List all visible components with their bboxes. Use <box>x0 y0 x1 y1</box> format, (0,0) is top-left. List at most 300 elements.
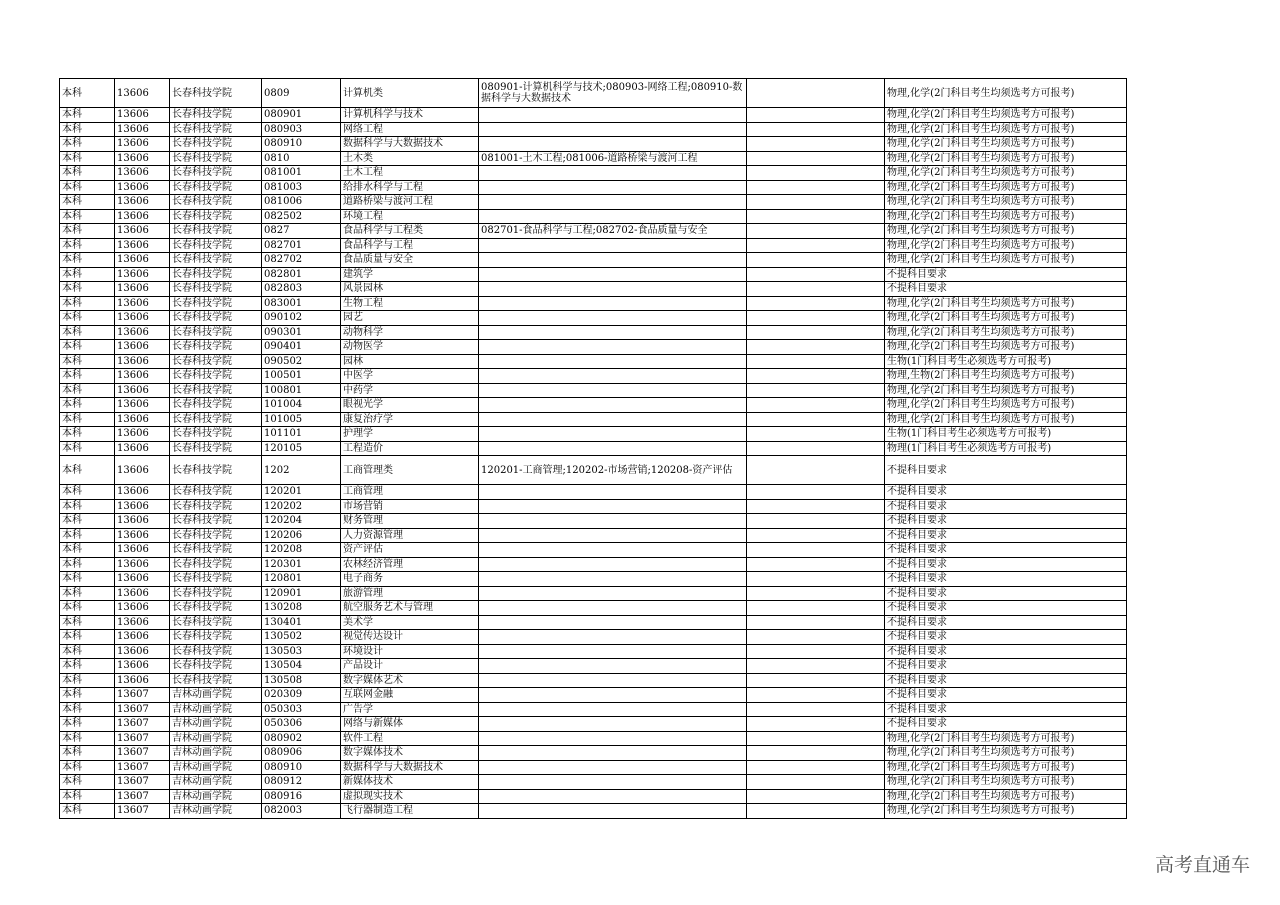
blank-cell <box>747 311 885 326</box>
table-row <box>60 369 1127 384</box>
school-name-cell: 长春科技学院 <box>170 238 262 253</box>
major-name-cell: 航空服务艺术与管理 <box>341 601 479 616</box>
level-cell: 本科 <box>60 398 115 413</box>
major-code-cell: 100801 <box>262 383 341 398</box>
school-name-cell: 吉林动画学院 <box>170 760 262 775</box>
blank-cell <box>747 296 885 311</box>
school-code-cell: 13606 <box>115 195 170 210</box>
major-code-cell: 081003 <box>262 180 341 195</box>
school-name-cell: 长春科技学院 <box>170 267 262 282</box>
major-code-cell: 080903 <box>262 122 341 137</box>
school-code-cell: 13606 <box>115 224 170 239</box>
school-code-cell: 13606 <box>115 325 170 340</box>
school-code-cell: 13606 <box>115 557 170 572</box>
school-name-cell: 长春科技学院 <box>170 528 262 543</box>
blank-cell <box>747 267 885 282</box>
blank-cell <box>747 789 885 804</box>
school-code-cell: 13606 <box>115 572 170 587</box>
school-name-cell: 长春科技学院 <box>170 601 262 616</box>
level-cell: 本科 <box>60 340 115 355</box>
school-code-cell: 13606 <box>115 151 170 166</box>
school-name-cell: 吉林动画学院 <box>170 775 262 790</box>
included-majors-cell <box>479 137 747 152</box>
subject-requirement-cell: 物理,化学(2门科目考生均须选考方可报考) <box>885 746 1127 761</box>
school-name-cell: 长春科技学院 <box>170 427 262 442</box>
blank-cell <box>747 122 885 137</box>
school-code-cell: 13606 <box>115 673 170 688</box>
subject-requirement-cell: 物理,化学(2门科目考生均须选考方可报考) <box>885 731 1127 746</box>
table-row <box>60 775 1127 790</box>
major-name-cell: 网络与新媒体 <box>341 717 479 732</box>
subject-requirement-cell: 不提科目要求 <box>885 688 1127 703</box>
included-majors-cell <box>479 369 747 384</box>
included-majors-cell <box>479 615 747 630</box>
school-code-cell: 13606 <box>115 209 170 224</box>
blank-cell <box>747 659 885 674</box>
blank-cell <box>747 224 885 239</box>
school-name-cell: 吉林动画学院 <box>170 702 262 717</box>
table-row <box>60 325 1127 340</box>
school-code-cell: 13606 <box>115 398 170 413</box>
table-row <box>60 601 1127 616</box>
table-row <box>60 789 1127 804</box>
level-cell: 本科 <box>60 238 115 253</box>
major-name-cell: 风景园林 <box>341 282 479 297</box>
major-name-cell: 园艺 <box>341 311 479 326</box>
subject-requirement-cell: 不提科目要求 <box>885 615 1127 630</box>
blank-cell <box>747 325 885 340</box>
included-majors-cell <box>479 485 747 500</box>
table-row <box>60 659 1127 674</box>
included-majors-cell <box>479 238 747 253</box>
school-code-cell: 13606 <box>115 282 170 297</box>
level-cell: 本科 <box>60 180 115 195</box>
included-majors-cell <box>479 340 747 355</box>
table-row <box>60 79 1127 108</box>
major-name-cell: 数字媒体技术 <box>341 746 479 761</box>
subject-requirement-cell: 不提科目要求 <box>885 673 1127 688</box>
major-name-cell: 人力资源管理 <box>341 528 479 543</box>
school-name-cell: 长春科技学院 <box>170 166 262 181</box>
blank-cell <box>747 79 885 108</box>
major-name-cell: 市场营销 <box>341 499 479 514</box>
included-majors-cell <box>479 789 747 804</box>
major-code-cell: 0810 <box>262 151 341 166</box>
school-code-cell: 13606 <box>115 630 170 645</box>
included-majors-cell <box>479 528 747 543</box>
blank-cell <box>747 209 885 224</box>
major-code-cell: 130503 <box>262 644 341 659</box>
subject-requirement-cell: 物理,化学(2门科目考生均须选考方可报考) <box>885 775 1127 790</box>
table-row <box>60 296 1127 311</box>
major-name-cell: 中医学 <box>341 369 479 384</box>
major-code-cell: 081006 <box>262 195 341 210</box>
level-cell: 本科 <box>60 731 115 746</box>
major-name-cell: 动物科学 <box>341 325 479 340</box>
table-row <box>60 630 1127 645</box>
school-name-cell: 长春科技学院 <box>170 412 262 427</box>
subject-requirement-cell: 不提科目要求 <box>885 543 1127 558</box>
level-cell: 本科 <box>60 528 115 543</box>
school-name-cell: 吉林动画学院 <box>170 804 262 819</box>
level-cell: 本科 <box>60 557 115 572</box>
major-code-cell: 082801 <box>262 267 341 282</box>
major-name-cell: 软件工程 <box>341 731 479 746</box>
subject-requirement-cell: 物理,化学(2门科目考生均须选考方可报考) <box>885 180 1127 195</box>
blank-cell <box>747 456 885 485</box>
table-row <box>60 441 1127 456</box>
major-name-cell: 环境设计 <box>341 644 479 659</box>
major-code-cell: 100501 <box>262 369 341 384</box>
table-row <box>60 804 1127 819</box>
major-code-cell: 082003 <box>262 804 341 819</box>
table-row <box>60 543 1127 558</box>
major-name-cell: 产品设计 <box>341 659 479 674</box>
subject-requirement-cell: 物理,化学(2门科目考生均须选考方可报考) <box>885 340 1127 355</box>
level-cell: 本科 <box>60 760 115 775</box>
table-row <box>60 238 1127 253</box>
included-majors-cell <box>479 166 747 181</box>
school-code-cell: 13606 <box>115 644 170 659</box>
blank-cell <box>747 383 885 398</box>
blank-cell <box>747 731 885 746</box>
level-cell: 本科 <box>60 746 115 761</box>
included-majors-cell <box>479 572 747 587</box>
school-name-cell: 长春科技学院 <box>170 340 262 355</box>
blank-cell <box>747 702 885 717</box>
table-row <box>60 151 1127 166</box>
major-name-cell: 视觉传达设计 <box>341 630 479 645</box>
major-code-cell: 101005 <box>262 412 341 427</box>
table-row <box>60 557 1127 572</box>
major-code-cell: 082702 <box>262 253 341 268</box>
major-name-cell: 财务管理 <box>341 514 479 529</box>
level-cell: 本科 <box>60 79 115 108</box>
major-name-cell: 中药学 <box>341 383 479 398</box>
table-row <box>60 702 1127 717</box>
blank-cell <box>747 369 885 384</box>
included-majors-cell <box>479 311 747 326</box>
major-code-cell: 082803 <box>262 282 341 297</box>
major-code-cell: 120201 <box>262 485 341 500</box>
school-code-cell: 13606 <box>115 615 170 630</box>
level-cell: 本科 <box>60 253 115 268</box>
table-row <box>60 122 1127 137</box>
table-row <box>60 528 1127 543</box>
blank-cell <box>747 601 885 616</box>
included-majors-cell: 120201-工商管理;120202-市场营销;120208-资产评估 <box>479 456 747 485</box>
school-name-cell: 长春科技学院 <box>170 354 262 369</box>
subject-requirement-cell: 不提科目要求 <box>885 267 1127 282</box>
school-name-cell: 长春科技学院 <box>170 615 262 630</box>
school-code-cell: 13606 <box>115 514 170 529</box>
subject-requirement-cell: 不提科目要求 <box>885 717 1127 732</box>
level-cell: 本科 <box>60 514 115 529</box>
school-code-cell: 13607 <box>115 760 170 775</box>
included-majors-cell <box>479 282 747 297</box>
school-code-cell: 13606 <box>115 499 170 514</box>
subject-requirement-cell: 物理,生物(2门科目考生均须选考方可报考) <box>885 369 1127 384</box>
subject-requirement-cell: 物理,化学(2门科目考生均须选考方可报考) <box>885 804 1127 819</box>
school-code-cell: 13606 <box>115 296 170 311</box>
included-majors-cell <box>479 354 747 369</box>
blank-cell <box>747 630 885 645</box>
school-code-cell: 13606 <box>115 601 170 616</box>
included-majors-cell <box>479 514 747 529</box>
table-row <box>60 586 1127 601</box>
major-code-cell: 130508 <box>262 673 341 688</box>
major-name-cell: 飞行器制造工程 <box>341 804 479 819</box>
level-cell: 本科 <box>60 543 115 558</box>
school-code-cell: 13607 <box>115 746 170 761</box>
level-cell: 本科 <box>60 209 115 224</box>
blank-cell <box>747 717 885 732</box>
school-name-cell: 长春科技学院 <box>170 659 262 674</box>
major-code-cell: 050306 <box>262 717 341 732</box>
major-name-cell: 互联网金融 <box>341 688 479 703</box>
school-name-cell: 长春科技学院 <box>170 195 262 210</box>
blank-cell <box>747 282 885 297</box>
subject-requirement-cell: 物理,化学(2门科目考生均须选考方可报考) <box>885 195 1127 210</box>
blank-cell <box>747 108 885 123</box>
subject-requirement-cell: 不提科目要求 <box>885 644 1127 659</box>
school-name-cell: 长春科技学院 <box>170 108 262 123</box>
subject-requirement-cell: 物理,化学(2门科目考生均须选考方可报考) <box>885 209 1127 224</box>
subject-requirement-cell: 物理,化学(2门科目考生均须选考方可报考) <box>885 325 1127 340</box>
major-code-cell: 090401 <box>262 340 341 355</box>
included-majors-cell <box>479 195 747 210</box>
school-code-cell: 13606 <box>115 267 170 282</box>
included-majors-cell <box>479 804 747 819</box>
subject-requirement-cell: 不提科目要求 <box>885 499 1127 514</box>
blank-cell <box>747 253 885 268</box>
blank-cell <box>747 760 885 775</box>
subject-requirement-cell: 生物(1门科目考生必须选考方可报考) <box>885 427 1127 442</box>
school-name-cell: 长春科技学院 <box>170 673 262 688</box>
included-majors-cell <box>479 180 747 195</box>
major-code-cell: 120202 <box>262 499 341 514</box>
subject-requirement-cell: 物理,化学(2门科目考生均须选考方可报考) <box>885 760 1127 775</box>
school-name-cell: 长春科技学院 <box>170 79 262 108</box>
school-name-cell: 长春科技学院 <box>170 456 262 485</box>
table-row <box>60 354 1127 369</box>
major-name-cell: 美术学 <box>341 615 479 630</box>
school-name-cell: 长春科技学院 <box>170 586 262 601</box>
included-majors-cell <box>479 775 747 790</box>
major-code-cell: 090301 <box>262 325 341 340</box>
major-name-cell: 给排水科学与工程 <box>341 180 479 195</box>
blank-cell <box>747 412 885 427</box>
school-code-cell: 13606 <box>115 412 170 427</box>
blank-cell <box>747 238 885 253</box>
included-majors-cell <box>479 499 747 514</box>
subject-requirement-cell: 不提科目要求 <box>885 572 1127 587</box>
school-code-cell: 13607 <box>115 717 170 732</box>
major-code-cell: 101101 <box>262 427 341 442</box>
subject-requirement-cell: 不提科目要求 <box>885 485 1127 500</box>
school-code-cell: 13606 <box>115 586 170 601</box>
major-code-cell: 120208 <box>262 543 341 558</box>
major-code-cell: 120901 <box>262 586 341 601</box>
included-majors-cell <box>479 108 747 123</box>
level-cell: 本科 <box>60 166 115 181</box>
major-code-cell: 080902 <box>262 731 341 746</box>
included-majors-cell <box>479 253 747 268</box>
subject-requirement-cell: 不提科目要求 <box>885 282 1127 297</box>
level-cell: 本科 <box>60 354 115 369</box>
level-cell: 本科 <box>60 427 115 442</box>
school-name-cell: 吉林动画学院 <box>170 717 262 732</box>
school-name-cell: 长春科技学院 <box>170 572 262 587</box>
school-code-cell: 13606 <box>115 441 170 456</box>
level-cell: 本科 <box>60 615 115 630</box>
major-code-cell: 080910 <box>262 137 341 152</box>
blank-cell <box>747 485 885 500</box>
included-majors-cell <box>479 760 747 775</box>
blank-cell <box>747 151 885 166</box>
school-code-cell: 13606 <box>115 238 170 253</box>
school-code-cell: 13606 <box>115 166 170 181</box>
major-code-cell: 120206 <box>262 528 341 543</box>
school-code-cell: 13606 <box>115 137 170 152</box>
major-code-cell: 082701 <box>262 238 341 253</box>
blank-cell <box>747 688 885 703</box>
major-name-cell: 土木工程 <box>341 166 479 181</box>
major-name-cell: 数字媒体艺术 <box>341 673 479 688</box>
blank-cell <box>747 514 885 529</box>
school-name-cell: 吉林动画学院 <box>170 746 262 761</box>
included-majors-cell <box>479 267 747 282</box>
table-row <box>60 644 1127 659</box>
major-code-cell: 130502 <box>262 630 341 645</box>
school-code-cell: 13607 <box>115 688 170 703</box>
level-cell: 本科 <box>60 195 115 210</box>
table-row <box>60 166 1127 181</box>
table-row <box>60 180 1127 195</box>
blank-cell <box>747 398 885 413</box>
school-code-cell: 13606 <box>115 108 170 123</box>
major-code-cell: 081001 <box>262 166 341 181</box>
level-cell: 本科 <box>60 775 115 790</box>
major-code-cell: 080906 <box>262 746 341 761</box>
school-code-cell: 13607 <box>115 702 170 717</box>
major-name-cell: 农林经济管理 <box>341 557 479 572</box>
subject-requirement-cell: 不提科目要求 <box>885 659 1127 674</box>
major-name-cell: 计算机类 <box>341 79 479 108</box>
included-majors-cell <box>479 659 747 674</box>
subject-requirement-cell: 物理,化学(2门科目考生均须选考方可报考) <box>885 253 1127 268</box>
school-code-cell: 13606 <box>115 369 170 384</box>
blank-cell <box>747 137 885 152</box>
subject-requirement-cell: 物理,化学(2门科目考生均须选考方可报考) <box>885 224 1127 239</box>
major-code-cell: 1202 <box>262 456 341 485</box>
blank-cell <box>747 528 885 543</box>
school-name-cell: 吉林动画学院 <box>170 688 262 703</box>
major-name-cell: 护理学 <box>341 427 479 442</box>
table-row <box>60 673 1127 688</box>
table-body <box>60 79 1127 819</box>
subject-requirement-cell: 物理,化学(2门科目考生均须选考方可报考) <box>885 108 1127 123</box>
school-code-cell: 13607 <box>115 789 170 804</box>
table-row <box>60 688 1127 703</box>
table-row <box>60 615 1127 630</box>
level-cell: 本科 <box>60 108 115 123</box>
level-cell: 本科 <box>60 717 115 732</box>
blank-cell <box>747 441 885 456</box>
school-name-cell: 吉林动画学院 <box>170 789 262 804</box>
major-code-cell: 120801 <box>262 572 341 587</box>
major-name-cell: 计算机科学与技术 <box>341 108 479 123</box>
school-code-cell: 13606 <box>115 180 170 195</box>
included-majors-cell <box>479 383 747 398</box>
included-majors-cell <box>479 717 747 732</box>
included-majors-cell <box>479 746 747 761</box>
major-code-cell: 080901 <box>262 108 341 123</box>
school-name-cell: 长春科技学院 <box>170 253 262 268</box>
school-name-cell: 长春科技学院 <box>170 311 262 326</box>
blank-cell <box>747 543 885 558</box>
school-name-cell: 长春科技学院 <box>170 543 262 558</box>
included-majors-cell <box>479 543 747 558</box>
school-name-cell: 长春科技学院 <box>170 369 262 384</box>
table-row <box>60 311 1127 326</box>
level-cell: 本科 <box>60 224 115 239</box>
school-name-cell: 吉林动画学院 <box>170 731 262 746</box>
major-code-cell: 090502 <box>262 354 341 369</box>
subject-requirement-cell: 物理,化学(2门科目考生均须选考方可报考) <box>885 151 1127 166</box>
blank-cell <box>747 180 885 195</box>
blank-cell <box>747 775 885 790</box>
major-code-cell: 120105 <box>262 441 341 456</box>
included-majors-cell: 082701-食品科学与工程;082702-食品质量与安全 <box>479 224 747 239</box>
subject-requirement-cell: 不提科目要求 <box>885 514 1127 529</box>
included-majors-cell <box>479 644 747 659</box>
level-cell: 本科 <box>60 702 115 717</box>
school-name-cell: 长春科技学院 <box>170 296 262 311</box>
subject-requirement-cell: 不提科目要求 <box>885 528 1127 543</box>
included-majors-cell: 081001-土木工程;081006-道路桥梁与渡河工程 <box>479 151 747 166</box>
major-code-cell: 080912 <box>262 775 341 790</box>
included-majors-cell <box>479 731 747 746</box>
level-cell: 本科 <box>60 383 115 398</box>
included-majors-cell <box>479 601 747 616</box>
school-code-cell: 13607 <box>115 804 170 819</box>
included-majors-cell: 080901-计算机科学与技术;080903-网络工程;080910-数据科学与大数据技术 <box>479 79 747 108</box>
school-code-cell: 13606 <box>115 427 170 442</box>
level-cell: 本科 <box>60 412 115 427</box>
major-name-cell: 眼视光学 <box>341 398 479 413</box>
school-code-cell: 13606 <box>115 528 170 543</box>
subject-requirement-cell: 不提科目要求 <box>885 586 1127 601</box>
school-name-cell: 长春科技学院 <box>170 209 262 224</box>
major-name-cell: 新媒体技术 <box>341 775 479 790</box>
included-majors-cell <box>479 441 747 456</box>
included-majors-cell <box>479 412 747 427</box>
blank-cell <box>747 586 885 601</box>
blank-cell <box>747 427 885 442</box>
blank-cell <box>747 499 885 514</box>
table-row <box>60 427 1127 442</box>
subject-requirement-cell: 物理,化学(2门科目考生均须选考方可报考) <box>885 412 1127 427</box>
included-majors-cell <box>479 702 747 717</box>
included-majors-cell <box>479 688 747 703</box>
subject-requirement-cell: 物理,化学(2门科目考生均须选考方可报考) <box>885 79 1127 108</box>
table-row <box>60 209 1127 224</box>
major-name-cell: 环境工程 <box>341 209 479 224</box>
major-code-cell: 130208 <box>262 601 341 616</box>
table-row <box>60 760 1127 775</box>
table-row <box>60 282 1127 297</box>
